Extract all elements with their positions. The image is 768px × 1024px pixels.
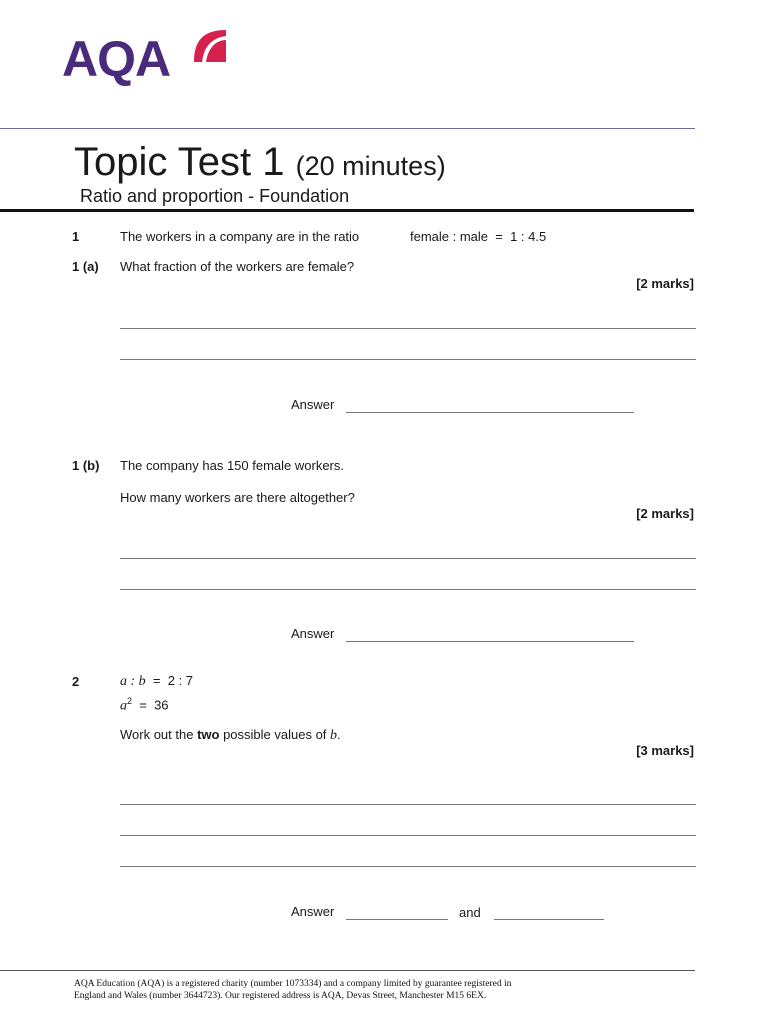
question-text: How many workers are there altogether? [120, 490, 355, 505]
marks-label: [2 marks] [636, 506, 694, 521]
answer-field-first[interactable] [346, 919, 448, 920]
working-line[interactable] [120, 835, 696, 836]
question-number: 2 [72, 674, 80, 689]
footer-line: England and Wales (number 3644723). Our registered address is AQA, Devas Street, Manchester M15 6EX. [74, 991, 487, 1001]
answer-field[interactable] [346, 412, 634, 413]
answer-field[interactable] [346, 641, 634, 642]
title-divider [0, 209, 694, 212]
page-title [74, 140, 446, 188]
marks-label: [2 marks] [636, 276, 694, 291]
title-duration: (20 minutes) [295, 151, 446, 181]
question-number: 1 [72, 229, 80, 244]
ratio-equation [120, 673, 193, 690]
instr-end: . [337, 727, 341, 742]
square-value: = 36 [139, 697, 169, 713]
question-number: 1 (b) [72, 458, 100, 473]
ratio-value: = 2 : 7 [152, 673, 194, 688]
answer-label: Answer [291, 397, 335, 412]
instr-mid: possible values of [219, 727, 331, 742]
working-line[interactable] [120, 866, 696, 867]
square-exponent: 2 [127, 696, 133, 706]
title-main: Topic Test 1 [74, 140, 285, 184]
footer-divider [0, 970, 695, 971]
aqa-logo [62, 28, 232, 88]
footer-line: AQA Education (AQA) is a registered charity (number 1073334) and a company limited by guarantee registered in [74, 979, 512, 989]
logo-leaf-icon [192, 28, 228, 64]
working-line[interactable] [120, 589, 696, 590]
logo-text: AQA [62, 31, 171, 87]
and-label: and [459, 905, 481, 920]
header-divider [0, 128, 695, 129]
page-subtitle: Ratio and proportion - Foundation [80, 186, 350, 206]
question-number: 1 (a) [72, 259, 99, 274]
question-text: The company has 150 female workers. [120, 458, 344, 473]
working-line[interactable] [120, 359, 696, 360]
ratio-variables: a : b [120, 674, 146, 689]
instr-variable: b [330, 728, 338, 743]
question-text [120, 727, 341, 744]
answer-label: Answer [291, 904, 335, 919]
working-line[interactable] [120, 558, 696, 559]
answer-field-second[interactable] [494, 919, 604, 920]
instr-bold: two [197, 727, 220, 742]
working-line[interactable] [120, 804, 696, 805]
answer-label: Answer [291, 626, 335, 641]
footer [74, 978, 594, 1002]
question-stem: The workers in a company are in the ratio [120, 229, 360, 244]
square-equation [120, 693, 169, 714]
instr-pre: Work out the [120, 727, 198, 742]
working-line[interactable] [120, 328, 696, 329]
question-text: What fraction of the workers are female? [120, 259, 355, 274]
marks-label: [3 marks] [636, 743, 694, 758]
ratio-statement: female : male = 1 : 4.5 [410, 229, 547, 244]
square-variable: a [120, 698, 127, 714]
